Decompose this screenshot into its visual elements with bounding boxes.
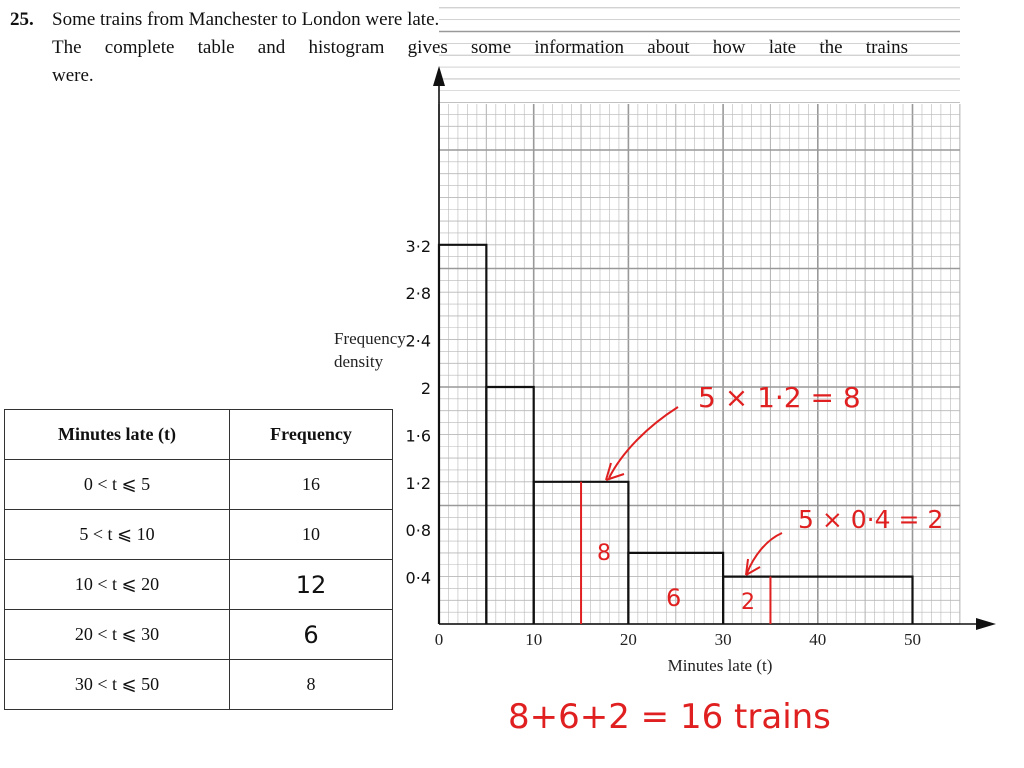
area-label-2: 2	[741, 590, 755, 615]
frequency-table	[4, 409, 393, 710]
y-tick-label: 2·8	[405, 284, 431, 304]
calc-annotation-1: 5 × 1·2 = 8	[698, 381, 861, 414]
table-row	[5, 560, 393, 610]
calc-annotation-2: 5 × 0·4 = 2	[798, 505, 944, 534]
question-number: 25.	[10, 9, 34, 30]
frequency-cell-handwritten: 12	[230, 560, 393, 610]
table-row	[5, 510, 393, 560]
table-header-row	[5, 410, 393, 460]
area-label-6: 6	[666, 584, 682, 612]
tick-labels	[406, 237, 921, 649]
header-minutes-late: Minutes late (t)	[5, 410, 230, 460]
x-axis-label: Minutes late (t)	[667, 656, 773, 675]
frequency-cell-handwritten: 6	[230, 610, 393, 660]
interval-cell: 0 < t ⩽ 5	[5, 460, 230, 510]
x-tick-label: 40	[809, 630, 827, 649]
question-line-1: Some trains from Manchester to London were late.	[52, 9, 440, 30]
y-tick-label: 1·2	[405, 473, 431, 493]
y-axis-label-line1: Frequency	[334, 329, 406, 348]
x-tick-label: 50	[904, 630, 921, 649]
header-frequency: Frequency	[230, 410, 393, 460]
question-line-3: were.	[52, 65, 94, 86]
x-tick-label: 10	[525, 630, 543, 649]
x-tick-label: 0	[434, 630, 444, 649]
interval-cell: 30 < t ⩽ 50	[5, 660, 230, 710]
y-tick-label: 0·8	[405, 521, 431, 541]
y-tick-label: 0·4	[405, 568, 431, 588]
y-axis-arrow	[433, 66, 445, 86]
interval-cell: 20 < t ⩽ 30	[5, 610, 230, 660]
interval-cell: 10 < t ⩽ 20	[5, 560, 230, 610]
x-tick-label: 20	[619, 630, 637, 649]
interval-cell: 5 < t ⩽ 10	[5, 510, 230, 560]
x-axis-arrow	[976, 618, 996, 630]
area-label-8: 8	[597, 541, 611, 566]
question-line-2: The complete table and histogram gives some information about how late the trains	[52, 37, 908, 58]
y-tick-label: 1·6	[405, 426, 431, 446]
table-row	[5, 610, 393, 660]
y-tick-label: 3·2	[405, 236, 431, 256]
arrow-curve-1	[609, 407, 678, 478]
y-tick-label: 2·4	[405, 331, 431, 351]
frequency-cell: 8	[230, 660, 393, 710]
table-row	[5, 460, 393, 510]
table-row	[5, 660, 393, 710]
y-tick-label: 2	[420, 379, 431, 398]
total-working: 8+6+2 = 16 trains	[508, 697, 831, 737]
frequency-cell: 10	[230, 510, 393, 560]
frequency-cell: 16	[230, 460, 393, 510]
y-axis-label-line2: density	[334, 352, 384, 371]
x-tick-label: 30	[714, 630, 732, 649]
